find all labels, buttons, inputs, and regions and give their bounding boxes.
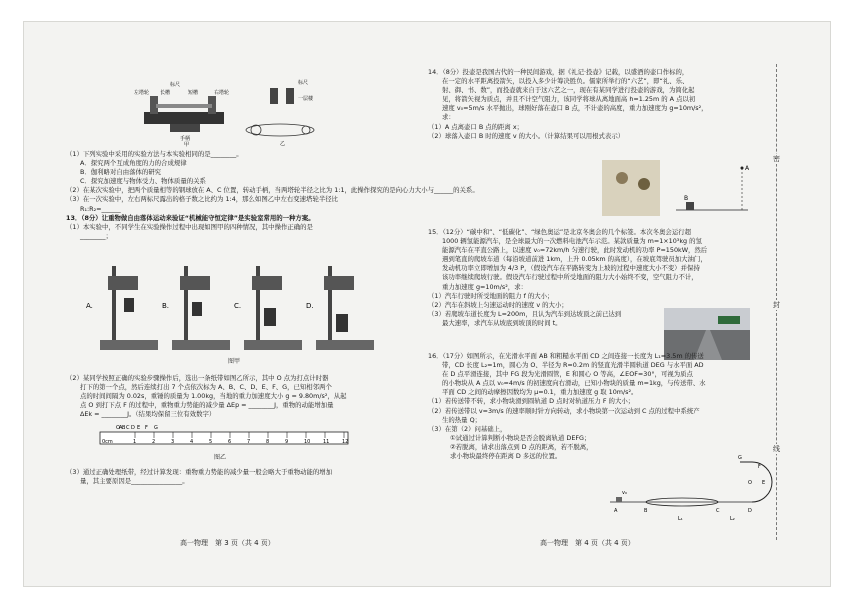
- setup-c: [234, 266, 302, 350]
- q14-sub: （1）A 点离壶口 B 点的距离 x；: [428, 122, 524, 131]
- q13-line: ________；: [80, 231, 112, 240]
- left-page-q13-part3: [66, 468, 402, 486]
- point-label: D: [748, 508, 752, 514]
- point-label: O: [748, 480, 752, 486]
- q12-option: A．探究两个互成角度的力的合成规律: [80, 159, 187, 168]
- q13-line: 点 O 到打下点 F 的过程中，重物重力势能的减少量 ΔEp = ________J，重物的动能增加量: [80, 401, 334, 410]
- q16-sub: （2）若传送带以 v=3m/s 的速率顺时针方向转动，求小物块第一次运动到 C 点的过程中系统产: [428, 406, 700, 415]
- right-page-footer: 高一物理 第 4 页（共 4 页）: [540, 539, 635, 547]
- q15-line: 遇到笔直的爬坡车道（每沿坡道前进 1km，上升 0.05km 的高度），在坡底驾驶员加大油门，: [442, 255, 707, 264]
- q15-sub: （2）汽车在斜坡上匀速运动时的速度 v 的大小；: [428, 300, 568, 309]
- q15-sub: （1）汽车行驶时所受地面的阻力 f 的大小；: [428, 291, 554, 300]
- q16-line: 16．（17分）如图所示，在光滑水平面 AB 和粗糙水平面 CD 之间连接一长度为 L₁=3.5m 的传送: [428, 352, 704, 360]
- ruler-point-label: G: [154, 425, 158, 431]
- q16-sub: ①试通过计算判断小物块是否会脱离轨道 DEFG；: [450, 433, 591, 442]
- track-figure: [602, 450, 772, 522]
- option-label: B.: [162, 302, 170, 310]
- seal-char: 封: [773, 301, 780, 309]
- point-label: B: [644, 508, 648, 514]
- painting-figure: [638, 178, 650, 190]
- ruler-tick-label: 7: [247, 439, 251, 445]
- ruler-tick-label: 3: [171, 439, 175, 445]
- q15-line: 发动机功率立即增加为 4/3 P，（假设汽车在平路转变为上坡的过程中速度大小不变）并保持: [442, 264, 700, 273]
- hu-pot: [686, 202, 694, 210]
- tower-left-small: [270, 88, 278, 104]
- length-label: L₁: [678, 516, 683, 522]
- q12-line: （1）下列实验中采用的实验方法与本实验相同的是________。: [66, 150, 243, 158]
- q13-line: （1）本实验中，不同学生在实验操作过程中出现如图甲的四种情况，其中操作正确的是: [66, 222, 313, 231]
- point-label: B: [684, 195, 689, 202]
- ruler-tick-label: 8: [266, 439, 270, 445]
- tower-right-small: [286, 88, 294, 104]
- q14-sub: （2）球落入壶口 B 时的速度 v 的大小。（计算结果可以用根式表示）: [428, 131, 625, 140]
- q16-sub: （1）若传送带不转，求小物块滑到圆轨道 D 点时对轨道压力 F 的大小；: [428, 397, 635, 406]
- q13-line: ΔEk = ________J。（结果均保留三位有效数字）: [80, 410, 216, 419]
- ruler-tick-label: 9: [285, 439, 289, 445]
- fig-label: 乙: [280, 141, 286, 147]
- ruler-tick-label: 6: [228, 439, 232, 445]
- q16-sub: 求小物块最终停在距离 D 多远的位置。: [450, 452, 562, 461]
- q13-line: 量，其主要原因是________________。: [80, 477, 189, 486]
- touhu-painting: [602, 160, 660, 216]
- q12-option: B．伽利略对自由落体的研究: [80, 168, 162, 177]
- point-a: [741, 167, 744, 170]
- q13-line: （2）某同学按照正确的实验步骤操作后，选出一条纸带如图乙所示，其中 O 点为打点计时器: [66, 374, 329, 382]
- q16-line: 在 D 点平滑连接，其中 FG 段为光滑圆管，E 和圆心 O 等高，∠EOF=30°，可视为质点: [442, 370, 693, 379]
- fig-label: 短槽: [188, 90, 199, 96]
- q16-line: 带，CD 长度 L₂=1m，圆心为 O、半径为 R=0.2m 的竖直光滑半圆轨道 DEG 与水平面 AD: [442, 361, 704, 370]
- track-drawing: [602, 450, 772, 522]
- q14-line: 在一定的水平距离投箭矢，以投入多少计筹决胜负。儒家所举行的“六艺”，即“礼、乐、: [442, 77, 689, 86]
- right-page-q16: [428, 352, 764, 461]
- figure-jia-caption: 图甲: [228, 358, 241, 365]
- q13-line: 打下的第一个点，然后连续打出 7 个点依次标为 A、B、C、D、E、F、G，已知相邻两个: [80, 383, 332, 392]
- fig-label: 左塔轮: [134, 90, 150, 96]
- fig-label: 右塔轮: [214, 90, 230, 96]
- ruler-tick-label: 2: [152, 439, 156, 445]
- pulley-left: [251, 125, 261, 135]
- left-page-q13-part2: [66, 374, 402, 419]
- left-page-q12: [66, 150, 479, 241]
- ruler-tick-label: 10: [304, 439, 311, 445]
- ruler-figure: [96, 422, 352, 461]
- ruler-tick-label: 12: [342, 439, 349, 445]
- setup-d: [306, 266, 374, 350]
- ruler-point-label: E: [137, 425, 141, 431]
- ruler-tick-label: 4: [190, 439, 194, 445]
- setup-b: [162, 266, 230, 350]
- q16-sub: ②若脱离，请求出落点到 D 点的距离，若不脱离，: [450, 442, 593, 451]
- point-label: E: [762, 480, 766, 486]
- point-label: C: [716, 508, 720, 514]
- left-page-footer: 高一物理 第 3 页（共 4 页）: [180, 539, 275, 547]
- fig-label: 甲: [184, 142, 190, 148]
- q16-sub: （3）在第（2）问基础上，: [428, 424, 507, 433]
- fig-label: 手柄: [180, 136, 191, 142]
- crank-box: [170, 124, 200, 132]
- centripetal-apparatus-drawing: [130, 76, 330, 146]
- q13-line: （3）通过正确处理纸带，经过计算发现：重物重力势能的减少量一般会略大于重物动能的增加: [66, 468, 333, 476]
- option-label: C.: [234, 302, 242, 310]
- right-page-q14: [428, 68, 764, 141]
- ruler-unit: 0cm: [102, 439, 113, 445]
- option-label: A.: [86, 302, 93, 310]
- q15-sub: 最大速率，求汽车从坡底到坡顶的时间 t。: [442, 318, 562, 327]
- ruler-point-label: C: [126, 425, 130, 431]
- q16-sub: 生的热量 Q；: [442, 415, 482, 424]
- pulley-right: [302, 126, 310, 134]
- option-label: D.: [306, 302, 314, 310]
- figure-jia: [86, 258, 386, 365]
- ruler-body: [100, 432, 348, 444]
- q15-line: 重力加速度 g=10m/s²，求：: [442, 282, 527, 291]
- q14-line: 见，将箭矢视为质点，并且不计空气阻力，该同学将球从离地面高 h=1.25m 的 A 点以初: [442, 95, 696, 104]
- setup-a: [86, 266, 158, 350]
- q15-sub: （3）若爬坡车道长度为 L=200m，且认为汽车到达坡顶之前已达到: [428, 309, 622, 318]
- fig-label: 长槽: [160, 90, 171, 96]
- q16-line: 平面 CD 之间的动摩擦因数均为 μ=0.1，重力加速度 g 取 10m/s²。: [442, 388, 638, 397]
- ruler-caption: 图乙: [214, 454, 227, 461]
- q13-title: 13．（8分）让重物做自由落体运动来验证“机械能守恒定律”是实验室常用的一种方案。: [66, 213, 315, 222]
- q12-line: （3）在一次实验中，左右两标尺露出的格子数之比约为 1:4，那么如图乙中左右变速塔轮半径比: [66, 195, 339, 204]
- touhu-drawing: [602, 160, 752, 216]
- q12-option: C．探究加速度与物体受力、物体质量的关系: [80, 177, 206, 186]
- fig-label: 一层楼: [298, 96, 314, 102]
- q12-line: R₁:R₂=______: [80, 204, 121, 213]
- touhu-figure: [602, 160, 752, 216]
- q14-line: 14．（8分）投壶是我国古代的一种民间游戏，据《礼记·投壶》记载，以盛酒的壶口作标的，: [428, 68, 689, 76]
- block: [616, 497, 622, 502]
- ruler-point-label: A: [119, 425, 123, 431]
- centripetal-apparatus-figure: [130, 76, 330, 146]
- ruler-tick-label: 5: [209, 439, 213, 445]
- q14-line: 射、御、书、数”，而投壶就来自于这六艺之一，现在有某同学进行投壶的游戏，为简化起: [442, 86, 695, 95]
- q14-line: 速度 v₀=5m/s 水平抛出，球刚好落在壶口 B 点，不计壶的高度，重力加速度为 g=10m/s²，: [442, 104, 708, 113]
- figure-jia-drawing: [86, 258, 386, 358]
- ruler-point-label: D: [131, 425, 135, 431]
- seal-line: [773, 64, 787, 540]
- ruler-point-label: B: [122, 425, 126, 431]
- ruler-tick-label: 11: [323, 439, 330, 445]
- ruler-point-label: O: [116, 425, 120, 431]
- q13-line: 点的时间间隔为 0.02s，重锤的质量为 1.00kg，当地的重力加速度大小 g = 9.80m/s²，从起: [80, 392, 347, 401]
- point-label: G: [738, 455, 742, 461]
- fig-label: 标尺: [298, 80, 309, 86]
- q16-line: 的小物块从 A 点以 v₀=4m/s 的初速度向右滑动，已知小物块的质量 m=1kg，与传送带、水: [442, 379, 706, 388]
- length-label: L₂: [730, 516, 735, 522]
- point-label: F: [758, 464, 761, 470]
- ruler-drawing: [96, 422, 352, 452]
- q12-line: （2）在某次实验中，把两个质量相等的钢球放在 A、C 位置，转动手柄，当两塔轮半径之比为 1:1，此操作探究的是向心力大小与______的关系。: [66, 186, 479, 195]
- painting-figure: [616, 172, 628, 184]
- q15-line: 15．（12分）“碳中和”、“低碳化”、“绿色奥运”是北京冬奥会的几个标签。本次冬奥会运行超: [428, 228, 691, 236]
- point-label: A: [745, 165, 750, 172]
- belt-wheel: [246, 124, 314, 136]
- ruler-tick-label: 1: [133, 439, 137, 445]
- point-label: A: [614, 508, 618, 514]
- seal-char: 密: [773, 155, 780, 163]
- q14-line: 求：: [442, 113, 455, 122]
- fig-label: 标尺: [170, 82, 181, 88]
- road-sign: [718, 316, 740, 324]
- q15-line: 能源汽车在平直公路上，以速度 v₀=72km/h 匀速行驶，此时发动机的功率 P=150kW，然后: [442, 246, 708, 255]
- q15-line: 1000 辆氢能源汽车，是全球最大的一次燃料电池汽车示范。某款质量为 m=1×10³kg 的氢: [442, 237, 702, 246]
- velocity-label: v₀: [622, 490, 627, 496]
- slot-bar: [156, 104, 212, 108]
- seal-char: 线: [773, 445, 780, 453]
- q15-line: 该功率继续爬坡行驶。假设汽车行驶过程中所受地面的阻力大小始终不变，空气阻力不计，: [442, 273, 698, 282]
- ruler-point-label: F: [145, 425, 148, 431]
